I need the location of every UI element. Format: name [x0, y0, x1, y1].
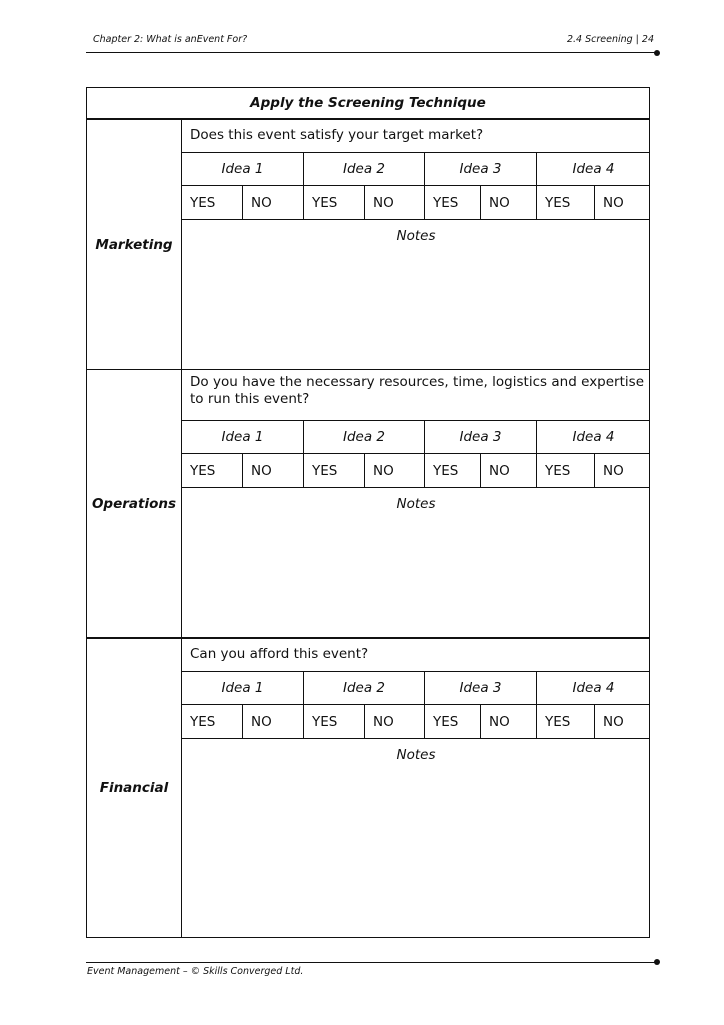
form-title: Apply the Screening Technique [87, 88, 649, 119]
no-cell[interactable]: NO [481, 705, 537, 738]
footer-rule-dot [654, 959, 660, 965]
header-rule [86, 52, 657, 53]
page-header-section: 2.4 Screening | 24 [566, 34, 654, 45]
header-rule-dot [654, 50, 660, 56]
no-cell[interactable]: NO [243, 454, 304, 487]
section-operations [87, 369, 649, 637]
ideas-row [182, 421, 650, 454]
no-cell[interactable]: NO [365, 186, 425, 219]
yes-cell[interactable]: YES [537, 454, 595, 487]
ideas-row [182, 153, 650, 186]
idea-header: Idea 3 [425, 672, 537, 704]
idea-header: Idea 3 [425, 421, 537, 453]
idea-header: Idea 4 [572, 161, 615, 177]
idea-header: Idea 1 [182, 153, 304, 185]
footer-rule [86, 962, 657, 963]
section-question: Do you have the necessary resources, time, logistics and expertise to run this event? [182, 370, 650, 421]
idea-header: Idea 1 [182, 421, 304, 453]
yes-cell[interactable]: YES [182, 454, 243, 487]
no-cell[interactable]: NO [365, 454, 425, 487]
idea-header: Idea 3 [425, 153, 537, 185]
idea-header: Idea 2 [304, 421, 425, 453]
notes-area[interactable]: Notes [396, 496, 436, 512]
yes-cell[interactable]: YES [304, 454, 365, 487]
page-footer: Event Management – © Skills Converged Ltd. [87, 966, 304, 977]
no-cell[interactable]: NO [603, 194, 624, 211]
section-label: Marketing [87, 120, 182, 369]
no-cell[interactable]: NO [243, 705, 304, 738]
idea-header: Idea 4 [572, 680, 615, 696]
yes-cell[interactable]: YES [182, 705, 243, 738]
screening-form [86, 87, 650, 938]
idea-header: Idea 2 [304, 672, 425, 704]
yes-cell[interactable]: YES [537, 705, 595, 738]
no-cell[interactable]: NO [243, 186, 304, 219]
section-label: Operations [87, 370, 182, 637]
yes-cell[interactable]: YES [304, 186, 365, 219]
no-cell[interactable]: NO [481, 454, 537, 487]
yes-cell[interactable]: YES [425, 705, 481, 738]
notes-area[interactable]: Notes [396, 747, 436, 763]
yes-cell[interactable]: YES [425, 454, 481, 487]
ideas-row [182, 672, 650, 705]
yes-no-row [182, 186, 650, 220]
section-question: Can you afford this event? [182, 639, 650, 672]
yes-cell[interactable]: YES [425, 186, 481, 219]
no-cell[interactable]: NO [481, 186, 537, 219]
idea-header: Idea 1 [182, 672, 304, 704]
section-marketing [87, 119, 649, 369]
yes-cell[interactable]: YES [304, 705, 365, 738]
page-header-chapter: Chapter 2: What is anEvent For? [93, 34, 248, 45]
no-cell[interactable]: NO [603, 713, 624, 730]
notes-area[interactable]: Notes [396, 228, 436, 244]
no-cell[interactable]: NO [365, 705, 425, 738]
idea-header: Idea 2 [304, 153, 425, 185]
idea-header: Idea 4 [572, 429, 615, 445]
section-financial [87, 637, 649, 937]
yes-cell[interactable]: YES [537, 186, 595, 219]
no-cell[interactable]: NO [603, 462, 624, 479]
section-label: Financial [87, 639, 182, 937]
yes-no-row [182, 454, 650, 488]
yes-cell[interactable]: YES [182, 186, 243, 219]
section-question: Does this event satisfy your target market? [182, 120, 650, 153]
yes-no-row [182, 705, 650, 739]
